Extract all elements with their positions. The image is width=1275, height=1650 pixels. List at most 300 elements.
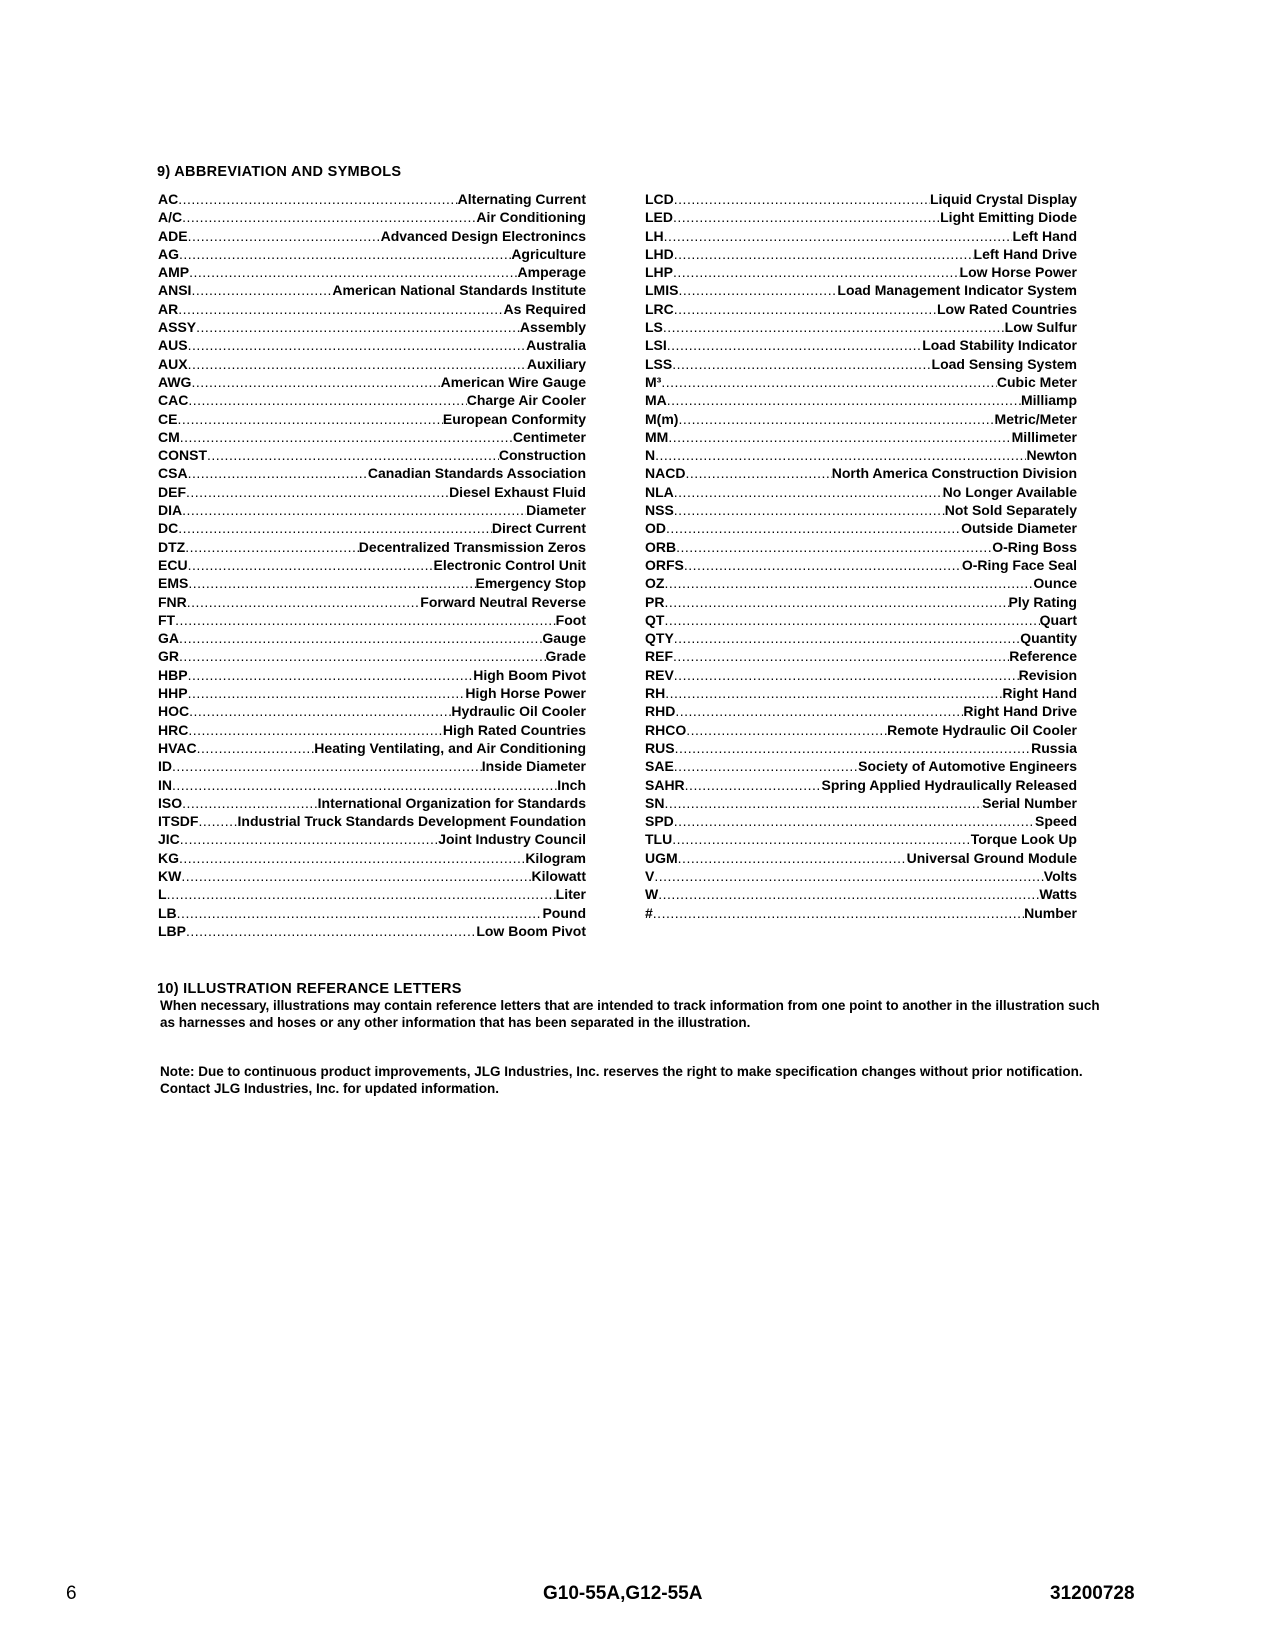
abbreviation-row: [645, 373, 1077, 391]
abbreviation-term: SAHR: [645, 776, 685, 793]
abbreviation-term: FT: [158, 611, 176, 628]
abbreviation-row: [645, 227, 1077, 245]
dot-leader: [182, 208, 476, 226]
abbreviation-definition: Hydraulic Oil Cooler: [451, 703, 586, 720]
dot-leader: [667, 391, 1021, 409]
abbreviation-row: [158, 410, 586, 428]
dot-leader: [685, 464, 831, 482]
abbreviation-term: RUS: [645, 739, 675, 756]
abbreviation-definition: Agriculture: [511, 245, 586, 262]
abbreviation-definition: Watts: [1039, 886, 1077, 903]
abbreviation-term: N: [645, 447, 656, 464]
abbreviation-definition: Load Management Indicator System: [837, 282, 1077, 299]
dot-leader: [188, 666, 474, 684]
dot-leader: [207, 446, 499, 464]
abbreviation-row: [645, 739, 1077, 757]
abbreviation-term: MA: [645, 392, 667, 409]
abbreviation-row: [158, 355, 586, 373]
abbreviation-term: V: [645, 867, 655, 884]
dot-leader: [178, 190, 457, 208]
section-10-heading: 10) ILLUSTRATION REFERANCE LETTERS: [157, 981, 462, 997]
abbreviation-definition: Australia: [526, 337, 586, 354]
abbreviation-term: ASSY: [158, 319, 197, 336]
dot-leader: [676, 538, 992, 556]
abbreviation-definition: Not Sold Separately: [944, 502, 1077, 519]
dot-leader: [668, 428, 1011, 446]
abbreviation-definition: American National Standards Institute: [332, 282, 586, 299]
abbreviation-term: PR: [645, 593, 665, 610]
abbreviation-definition: European Conformity: [442, 410, 586, 427]
abbreviation-row: [645, 336, 1077, 354]
abbreviation-row: [645, 885, 1077, 903]
abbreviation-term: LMIS: [645, 282, 679, 299]
abbreviation-term: GR: [158, 648, 179, 665]
abbreviation-term: NLA: [645, 483, 674, 500]
abbreviation-term: SN: [645, 794, 665, 811]
abbreviation-definition: High Boom Pivot: [473, 666, 586, 683]
abbreviation-term: SPD: [645, 813, 674, 830]
abbreviation-row: [158, 867, 586, 885]
abbreviation-row: [158, 300, 586, 318]
abbreviation-term: LSI: [645, 337, 667, 354]
abbreviation-definition: Outside Diameter: [961, 520, 1077, 537]
abbreviation-row: [645, 446, 1077, 464]
abbreviation-term: RHD: [645, 703, 676, 720]
abbreviation-term: AG: [158, 245, 179, 262]
dot-leader: [684, 556, 962, 574]
abbreviation-row: [645, 190, 1077, 208]
abbreviation-row: [158, 885, 586, 903]
abbreviation-definition: Air Conditioning: [476, 209, 586, 226]
abbreviation-term: AUS: [158, 337, 188, 354]
abbreviation-definition: Inch: [557, 776, 586, 793]
abbreviation-term: NACD: [645, 465, 686, 482]
abbreviation-definition: Diameter: [526, 502, 586, 519]
abbreviation-term: SAE: [645, 758, 674, 775]
abbreviation-term: DEF: [158, 483, 186, 500]
abbreviation-definition: Milliamp: [1020, 392, 1077, 409]
abbreviation-term: CAC: [158, 392, 189, 409]
abbreviation-definition: Joint Industry Council: [438, 831, 586, 848]
abbreviation-term: MM: [645, 428, 669, 445]
abbreviation-term: FNR: [158, 593, 187, 610]
dot-leader: [180, 428, 513, 446]
abbreviation-row: [158, 208, 586, 226]
dot-leader: [181, 867, 531, 885]
abbreviation-term: LED: [645, 209, 673, 226]
dot-leader: [188, 336, 527, 354]
abbreviation-row: [158, 227, 586, 245]
dot-leader: [686, 721, 887, 739]
dot-leader: [673, 208, 940, 226]
abbreviation-term: LCD: [645, 191, 674, 207]
abbreviation-term: L: [158, 886, 167, 903]
abbreviation-definition: Auxiliary: [526, 355, 586, 372]
abbreviation-term: REF: [645, 648, 673, 665]
dot-leader: [179, 647, 546, 665]
abbreviation-row: [645, 684, 1077, 702]
abbreviation-row: [158, 336, 586, 354]
dot-leader: [182, 501, 526, 519]
abbreviation-definition: Alternating Current: [457, 191, 586, 207]
abbreviation-term: IN: [158, 776, 172, 793]
abbreviation-definition: Speed: [1034, 813, 1077, 830]
abbreviation-definition: Diesel Exhaust Fluid: [449, 483, 586, 500]
dot-leader: [188, 355, 527, 373]
abbreviation-definition: Low Rated Countries: [936, 300, 1077, 317]
abbreviation-row: [645, 904, 1077, 922]
dot-leader: [179, 849, 525, 867]
abbreviation-row: [158, 849, 586, 867]
abbreviation-term: KW: [158, 867, 182, 884]
abbreviation-row: [645, 245, 1077, 263]
abbreviation-term: DTZ: [158, 538, 186, 555]
dot-leader: [188, 721, 443, 739]
dot-leader: [672, 830, 970, 848]
abbreviation-row: [645, 410, 1077, 428]
dot-leader: [661, 373, 997, 391]
abbreviation-row: [158, 501, 586, 519]
abbreviation-definition: Assembly: [519, 319, 586, 336]
abbreviation-definition: Quart: [1039, 611, 1077, 628]
abbreviation-term: DC: [158, 520, 179, 537]
abbreviation-row: [645, 574, 1077, 592]
dot-leader: [178, 519, 492, 537]
dot-leader: [172, 776, 557, 794]
abbreviation-definition: Kilowatt: [531, 867, 586, 884]
abbreviation-row: [645, 702, 1077, 720]
abbreviation-row: [158, 904, 586, 922]
abbreviation-row: [645, 483, 1077, 501]
abbreviation-row: [645, 830, 1077, 848]
abbreviation-row: [158, 373, 586, 391]
abbreviation-row: [158, 830, 586, 848]
abbreviation-term: OD: [645, 520, 666, 537]
abbreviation-term: W: [645, 886, 659, 903]
abbreviation-definition: High Rated Countries: [442, 721, 586, 738]
abbreviation-row: [158, 647, 586, 665]
dot-leader: [197, 739, 315, 757]
dot-leader: [177, 904, 543, 922]
abbreviation-term: ORFS: [645, 556, 684, 573]
abbreviation-definition: Liquid Crystal Display: [929, 191, 1077, 207]
abbreviation-term: LB: [158, 904, 177, 921]
abbreviation-term: UGM: [645, 849, 678, 866]
dot-leader: [685, 776, 822, 794]
dot-leader: [674, 190, 930, 208]
abbreviation-term: LHP: [645, 264, 673, 281]
dot-leader: [167, 885, 556, 903]
dot-leader: [188, 684, 466, 702]
abbreviation-row: [158, 318, 586, 336]
dot-leader: [675, 739, 1032, 757]
abbreviation-row: [158, 263, 586, 281]
abbreviation-definition: Left Hand: [1012, 227, 1077, 244]
abbreviation-definition: American Wire Gauge: [440, 373, 586, 390]
dot-leader: [674, 501, 945, 519]
abbreviation-definition: Heating Ventilating, and Air Conditioning: [314, 739, 586, 756]
abbreviation-definition: Reference: [1009, 648, 1077, 665]
abbreviation-row: [645, 721, 1077, 739]
abbreviation-row: [645, 629, 1077, 647]
abbreviation-row: [645, 391, 1077, 409]
section-10-body: When necessary, illustrations may contain reference letters that are intended to track information from one point to another in the illustration such as harnesses and hoses or any other information that has been separated in the illustration.: [160, 998, 1100, 1030]
abbreviation-term: HOC: [158, 703, 190, 720]
abbreviation-row: [158, 428, 586, 446]
abbreviation-row: [158, 794, 586, 812]
abbreviation-term: DIA: [158, 502, 183, 519]
abbreviation-term: RH: [645, 685, 666, 702]
dot-leader: [675, 702, 963, 720]
abbreviation-definition: Charge Air Cooler: [466, 392, 586, 409]
abbreviation-term: HBP: [158, 666, 188, 683]
abbreviation-definition: O-Ring Boss: [992, 538, 1077, 555]
abbreviation-term: CE: [158, 410, 178, 427]
dot-leader: [674, 757, 858, 775]
dot-leader: [666, 519, 961, 537]
abbreviation-definition: Direct Current: [491, 520, 586, 537]
dot-leader: [664, 611, 1039, 629]
abbreviation-row: [158, 245, 586, 263]
abbreviation-term: LBP: [158, 922, 186, 939]
abbreviation-row: [645, 611, 1077, 629]
abbreviation-term: LHD: [645, 245, 674, 262]
abbreviation-term: EMS: [158, 575, 189, 592]
abbreviation-definition: Serial Number: [982, 794, 1077, 811]
abbreviation-row: [645, 812, 1077, 830]
abbreviation-definition: Millimeter: [1011, 428, 1077, 445]
abbreviation-definition: Ply Rating: [1008, 593, 1077, 610]
abbreviation-row: [645, 647, 1077, 665]
dot-leader: [198, 812, 237, 830]
abbreviation-row: [158, 739, 586, 757]
dot-leader: [674, 812, 1035, 830]
abbreviation-definition: Left Hand Drive: [973, 245, 1077, 262]
abbreviation-definition: North America Construction Division: [831, 465, 1077, 482]
abbreviation-term: CSA: [158, 465, 188, 482]
dot-leader: [185, 538, 359, 556]
abbreviation-row: [645, 428, 1077, 446]
abbreviation-definition: Industrial Truck Standards Development Foundation: [237, 813, 586, 830]
dot-leader: [178, 300, 503, 318]
abbreviation-row: [158, 281, 586, 299]
abbreviation-definition: Low Sulfur: [1004, 319, 1077, 336]
abbreviation-definition: Low Boom Pivot: [476, 922, 586, 939]
abbreviation-row: [645, 867, 1077, 885]
abbreviation-row: [645, 281, 1077, 299]
dot-leader: [667, 336, 922, 354]
abbreviation-definition: Liter: [555, 886, 586, 903]
dot-leader: [678, 849, 907, 867]
dot-leader: [674, 629, 1020, 647]
abbreviation-row: [645, 519, 1077, 537]
abbreviation-term: LRC: [645, 300, 674, 317]
abbreviation-definition: Electronic Control Unit: [433, 556, 586, 573]
abbreviation-row: [158, 190, 586, 208]
abbreviation-term: ECU: [158, 556, 188, 573]
dot-leader: [189, 263, 517, 281]
abbreviation-row: [645, 849, 1077, 867]
abbreviation-definition: O-Ring Face Seal: [961, 556, 1077, 573]
abbreviation-row: [158, 922, 586, 940]
abbreviation-row: [158, 776, 586, 794]
dot-leader: [191, 281, 332, 299]
abbreviation-definition: Canadian Standards Association: [367, 465, 586, 482]
abbreviation-definition: Volts: [1043, 867, 1077, 884]
abbreviation-row: [158, 684, 586, 702]
abbreviation-row: [158, 519, 586, 537]
abbreviation-definition: High Horse Power: [465, 685, 586, 702]
abbreviation-term: ORB: [645, 538, 677, 555]
dot-leader: [674, 483, 943, 501]
dot-leader: [664, 794, 982, 812]
dot-leader: [678, 410, 994, 428]
dot-leader: [673, 647, 1009, 665]
abbreviation-row: [645, 666, 1077, 684]
dot-leader: [664, 593, 1008, 611]
abbreviation-definition: Metric/Meter: [994, 410, 1077, 427]
abbreviation-definition: Remote Hydraulic Oil Cooler: [887, 721, 1077, 738]
dot-leader: [189, 702, 451, 720]
abbreviation-definition: Amperage: [517, 264, 586, 281]
abbreviation-definition: Construction: [498, 447, 586, 464]
abbreviation-term: AC: [158, 191, 179, 207]
section-9-heading: 9) ABBREVIATION AND SYMBOLS: [157, 164, 402, 180]
abbreviation-definition: Right Hand Drive: [963, 703, 1077, 720]
dot-leader: [186, 922, 476, 940]
abbreviation-term: HRC: [158, 721, 189, 738]
abbreviation-definition: Ounce: [1033, 575, 1077, 592]
dot-leader: [654, 867, 1043, 885]
abbreviation-row: [158, 464, 586, 482]
abbreviation-definition: Gauge: [542, 630, 586, 647]
abbreviation-row: [158, 483, 586, 501]
abbreviation-definition: Low Horse Power: [959, 264, 1077, 281]
abbreviation-definition: Universal Ground Module: [906, 849, 1077, 866]
dot-leader: [188, 227, 381, 245]
abbreviation-term: ISO: [158, 794, 183, 811]
abbreviation-term: ADE: [158, 227, 188, 244]
dot-leader: [177, 410, 442, 428]
abbreviation-definition: Society of Automotive Engineers: [858, 758, 1077, 775]
specification-note: Note: Due to continuous product improvements, JLG Industries, Inc. reserves the right to make specification changes without prior notification. Contact JLG Industries, Inc. for updated information.: [160, 1064, 1083, 1096]
abbreviation-term: HVAC: [158, 739, 197, 756]
dot-leader: [672, 355, 931, 373]
abbreviation-row: [158, 721, 586, 739]
abbreviation-row: [158, 593, 586, 611]
abbreviation-term: RHCO: [645, 721, 687, 738]
page-number: 6: [66, 1583, 77, 1604]
dot-leader: [665, 684, 1002, 702]
dot-leader: [180, 830, 438, 848]
abbreviation-definition: Grade: [545, 648, 586, 665]
abbreviation-row: [645, 318, 1077, 336]
abbreviation-definition: As Required: [503, 300, 586, 317]
abbreviation-term: ITSDF: [158, 813, 199, 830]
abbreviation-definition: Revision: [1018, 666, 1077, 683]
dot-leader: [658, 885, 1039, 903]
dot-leader: [188, 556, 434, 574]
dot-leader: [175, 611, 556, 629]
dot-leader: [179, 629, 542, 647]
abbreviation-term: QT: [645, 611, 665, 628]
abbreviation-row: [158, 812, 586, 830]
abbreviation-term: CM: [158, 428, 180, 445]
abbreviation-definition: Right Hand: [1002, 685, 1077, 702]
abbreviation-definition: Quantity: [1020, 630, 1077, 647]
abbreviation-row: [158, 629, 586, 647]
abbreviation-definition: Decentralized Transmission Zeros: [358, 538, 586, 555]
dot-leader: [653, 904, 1024, 922]
abbreviation-term: LH: [645, 227, 664, 244]
abbreviation-row: [158, 702, 586, 720]
dot-leader: [196, 318, 520, 336]
abbreviation-term: LS: [645, 319, 663, 336]
dot-leader: [188, 391, 466, 409]
abbreviation-row: [645, 300, 1077, 318]
abbreviation-definition: Centimeter: [512, 428, 586, 445]
dot-leader: [182, 794, 318, 812]
dot-leader: [186, 483, 449, 501]
dot-leader: [678, 281, 837, 299]
abbreviation-row: [645, 757, 1077, 775]
dot-leader: [663, 318, 1005, 336]
dot-leader: [674, 666, 1019, 684]
abbreviation-term: ANSI: [158, 282, 192, 299]
abbreviation-row: [645, 263, 1077, 281]
dot-leader: [664, 227, 1013, 245]
abbreviation-definition: No Longer Available: [942, 483, 1077, 500]
abbreviation-term: NSS: [645, 502, 674, 519]
model-number: G10-55A,G12-55A: [543, 1583, 703, 1604]
abbreviation-row: [645, 556, 1077, 574]
dot-leader: [191, 373, 440, 391]
abbreviation-definition: Emergency Stop: [475, 575, 586, 592]
abbreviation-definition: Load Sensing System: [931, 355, 1077, 372]
abbreviation-definition: Forward Neutral Reverse: [420, 593, 586, 610]
dot-leader: [664, 574, 1033, 592]
abbreviation-definition: Number: [1024, 904, 1077, 921]
abbreviation-term: KG: [158, 849, 179, 866]
abbreviation-definition: Foot: [555, 611, 586, 628]
abbreviation-row: [158, 666, 586, 684]
abbreviation-term: AWG: [158, 373, 192, 390]
abbreviation-definition: Light Emitting Diode: [940, 209, 1077, 226]
abbreviation-definition: Pound: [542, 904, 586, 921]
dot-leader: [188, 464, 368, 482]
dot-leader: [187, 593, 420, 611]
abbreviation-row: [158, 611, 586, 629]
abbreviation-row: [158, 391, 586, 409]
abbreviation-row: [645, 355, 1077, 373]
abbreviation-term: CONST: [158, 447, 207, 464]
abbreviation-term: HHP: [158, 685, 188, 702]
abbreviation-row: [158, 757, 586, 775]
abbreviation-row: [645, 776, 1077, 794]
abbreviation-definition: International Organization for Standards: [317, 794, 586, 811]
abbreviation-term: JIC: [158, 831, 180, 848]
abbreviation-term: AUX: [158, 355, 188, 372]
abbreviation-row: [158, 556, 586, 574]
abbreviation-term: A/C: [158, 209, 183, 226]
abbreviation-row: [645, 501, 1077, 519]
abbreviation-definition: Spring Applied Hydraulically Released: [821, 776, 1077, 793]
abbreviation-row: [645, 208, 1077, 226]
dot-leader: [673, 263, 960, 281]
abbreviation-term: OZ: [645, 575, 665, 592]
abbreviation-list-left: [158, 190, 586, 940]
abbreviation-row: [645, 464, 1077, 482]
